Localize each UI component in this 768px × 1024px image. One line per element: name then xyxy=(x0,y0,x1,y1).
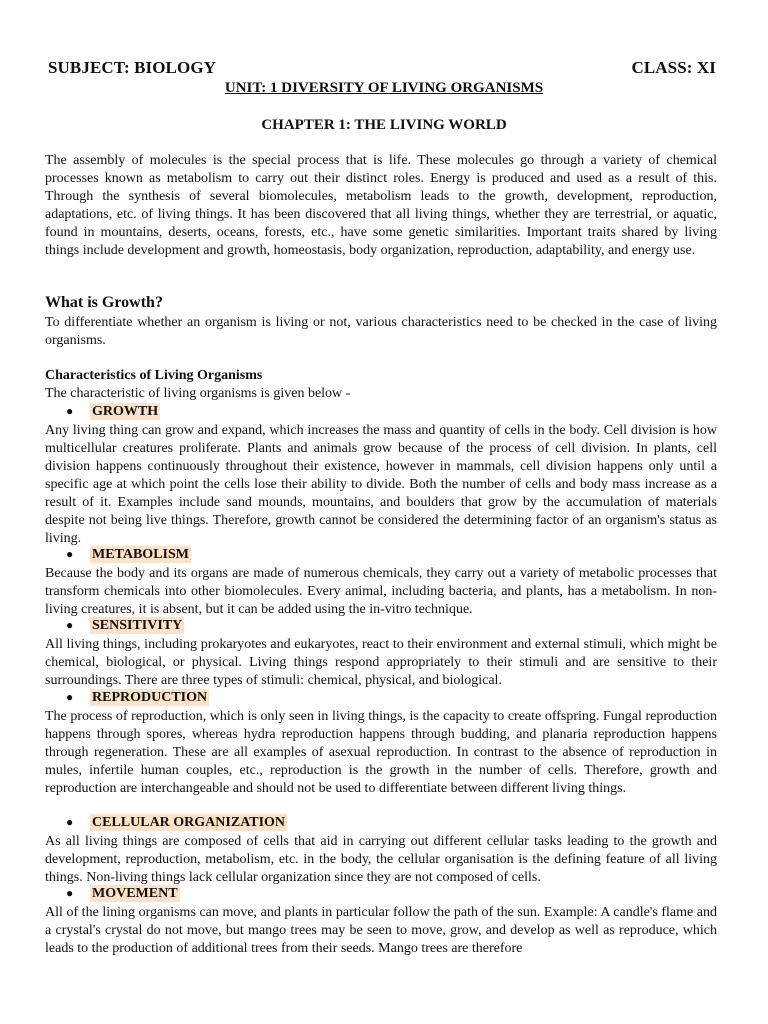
section-text-metabolism: Because the body and its organs are made of numerous chemicals, they carry out a variety of metabolic processes that transform chemicals into other biomolecules. Every animal, including bacteria, and plants, has a metabolism. In non-living creatures, it is absent, but it can be added using the in-vitro technique. xyxy=(45,566,717,617)
section-text-sensitivity: All living things, including prokaryotes and eukaryotes, react to their environment and external stimuli, which might be chemical, biological, or physical. Living things respond appropriately to their stimuli and are sensitive to their surroundings. There are three types of stimuli: chemical, physical, and biological. xyxy=(45,637,717,688)
bullet-icon: ● xyxy=(66,690,74,704)
header-row xyxy=(48,58,716,78)
section-text-reproduction: The process of reproduction, which is only seen in living things, is the capacity to create offspring. Fungal reproduction happens through spores, whereas hydra reproduction happens through budding, and planaria reproduction happens through regeneration. These are all examples of asexual reproduction. In contrast to the absence of reproduction in mules, infertile human couples, etc., reproduction is the growth in the number of cells. Therefore, growth and reproduction are interchangeable and should not be used to differentiate between different living things. xyxy=(45,709,717,796)
bullet-icon: ● xyxy=(66,547,74,561)
unit-title: UNIT: 1 DIVERSITY OF LIVING ORGANISMS xyxy=(224,80,544,96)
section-text-growth: Any living thing can grow and expand, which increases the mass and quantity of cells in the body. Cell division is how multicellular creatures proliferate. Plants and animals grow because of the process of cell division. In plants, cell division happens continuously throughout their existence, however in mammals, cell division happens only until a specific age at which point the cells lose their ability to divide. Both the number of cells and body mass increase as a result of it. Examples include sand mounds, mountains, and boulders that grow by the accumulation of materials despite not being live things. Therefore, growth cannot be considered the determining factor of an organism's status as living. xyxy=(45,423,717,546)
bullet-label: SENSITIVITY xyxy=(92,618,183,633)
bullet-icon: ● xyxy=(66,404,74,418)
bullet-icon: ● xyxy=(66,618,74,632)
bullet-label: CELLULAR ORGANIZATION xyxy=(92,815,286,830)
bullet-cellular-organization xyxy=(66,814,287,831)
bullet-label: METABOLISM xyxy=(92,547,189,562)
intro-paragraph: The assembly of molecules is the special process that is life. These molecules go through a variety of chemical processes known as metabolism to carry out their distinct roles. Energy is produced and used as a result of this. Through the synthesis of several biomolecules, metabolism leads to the growth, development, reproduction, adaptations, etc. of living things. It has been discovered that all living things, whether they are terrestrial, or aquatic, found in mountains, deserts, oceans, forests, etc., have some genetic similarities. Important traits shared by living things include development and growth, homeostasis, body organization, reproduction, adaptability, and energy use. xyxy=(45,153,717,258)
bullet-icon: ● xyxy=(66,886,74,900)
class-label: CLASS: XI xyxy=(631,58,716,77)
bullet-label: GROWTH xyxy=(92,404,159,419)
bullet-sensitivity xyxy=(66,617,184,634)
section-text-cellular-organization: As all living things are composed of cells that aid in carrying out different cellular tasks leading to the growth and development, reproduction, metabolism, etc. in the body, the cellular organisation is the defining feature of all living things. Non-living things lack cellular organization since they are not composed of cells. xyxy=(45,834,717,885)
bullet-metabolism xyxy=(66,546,191,563)
characteristics-subheading: The characteristic of living organisms is given below - xyxy=(45,386,351,401)
characteristics-heading: Characteristics of Living Organisms xyxy=(45,368,263,383)
bullet-label: REPRODUCTION xyxy=(92,690,208,705)
bullet-label: MOVEMENT xyxy=(92,886,178,901)
bullet-icon: ● xyxy=(66,815,74,829)
bullet-movement xyxy=(66,885,180,902)
section-text-movement: All of the lining organisms can move, and plants in particular follow the path of the sun. Example: A candle's flame and a crystal's crystal do not move, but mango trees may be seen to move, grow, and develop as well as reproduce, which leads to the production of additional trees from their seeds. Mango trees are therefore xyxy=(45,905,717,956)
chapter-title: CHAPTER 1: THE LIVING WORLD xyxy=(261,117,507,133)
growth-paragraph: To differentiate whether an organism is living or not, various characteristics need to be checked in the case of living organisms. xyxy=(45,315,717,348)
bullet-growth xyxy=(66,403,160,420)
subject-label: SUBJECT: BIOLOGY xyxy=(48,58,217,77)
growth-question-heading: What is Growth? xyxy=(45,294,163,311)
bullet-reproduction xyxy=(66,689,209,706)
